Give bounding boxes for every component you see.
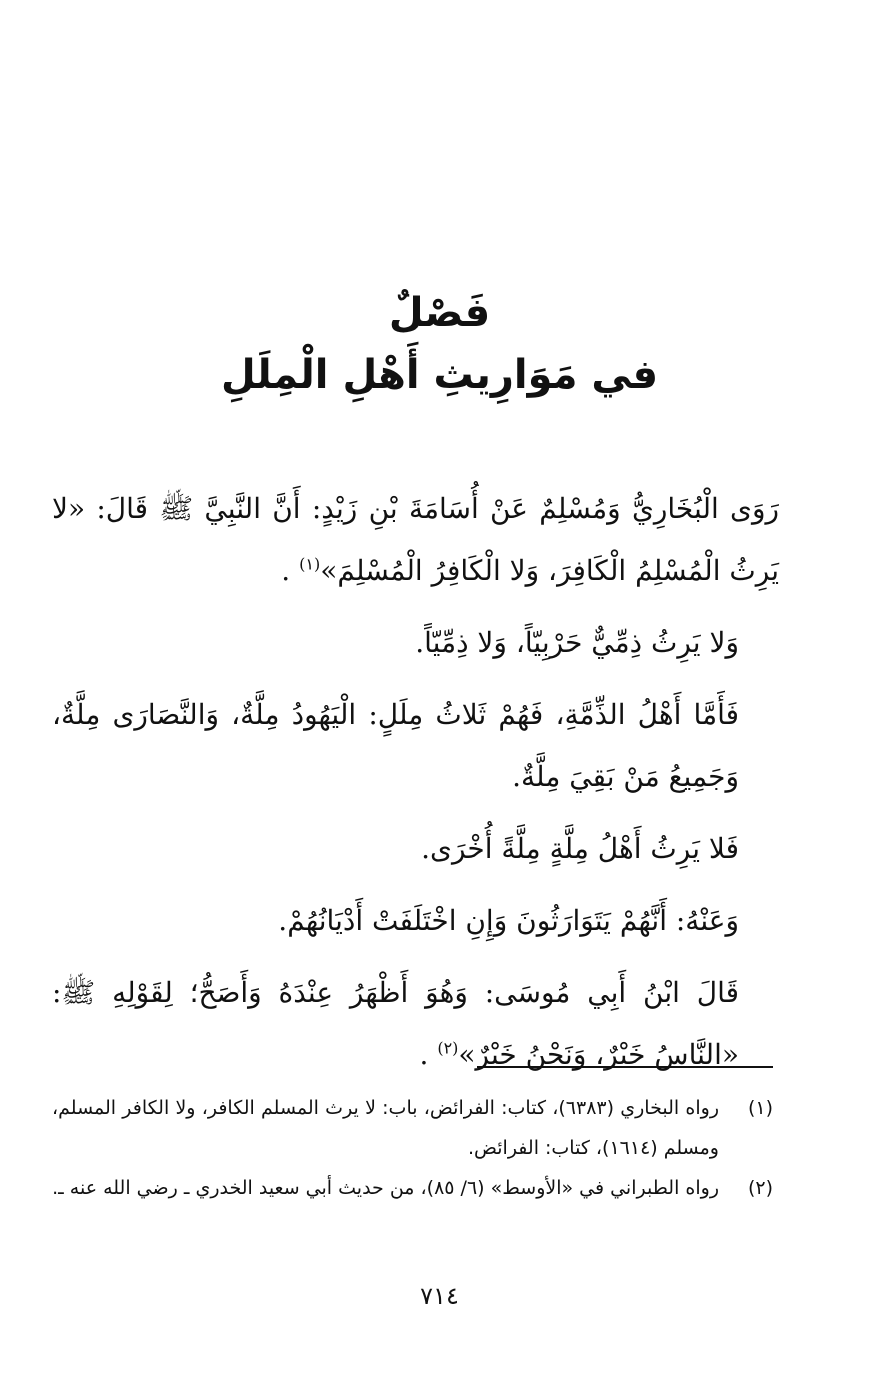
paragraph-text: رَوَى الْبُخَارِيُّ وَمُسْلِمٌ عَنْ أُسَامَةَ بْنِ زَيْدٍ: أَنَّ النَّبِيَّ ﷺ قَالَ: «لا يَرِثُ الْمُسْلِمُ الْكَافِرَ، وَلا الْكَافِرُ الْمُسْلِمَ» [52,492,779,587]
section-title: فَصْلٌ [388,290,491,336]
paragraph [52,612,779,674]
page-number: ٧١٤ [420,1282,459,1310]
footnote-text: رواه البخاري (٦٣٨٣)، كتاب: الفرائض، باب: لا يرث المسلم الكافر، ولا الكافر المسلم، ومسلم (١٦١٤)، كتاب: الفرائض. [52,1097,719,1159]
footnote-item [52,1168,773,1208]
footnote-number: (٢) [747,1177,773,1199]
paragraph-tail: . [419,1038,438,1071]
paragraph-text: فَلا يَرِثُ أَهْلُ مِلَّةٍ مِلَّةً أُخْرَى. [421,832,739,865]
paragraph-text: وَلا يَرِثُ ذِمِّيٌّ حَرْبِيّاً، وَلا ذِمِّيّاً. [415,626,739,659]
paragraph-text: وَعَنْهُ: أَنَّهُمْ يَتَوَارَثُونَ وَإِنِ اخْتَلَفَتْ أَدْيَانُهُمْ. [278,904,739,937]
paragraph [52,478,779,602]
footnote-text: رواه الطبراني في «الأوسط» (٦/ ٨٥)، من حديث أبي سعيد الخدري ـ رضي الله عنه ـ. [52,1177,719,1199]
paragraph-text: قَالَ ابْنُ أَبِي مُوسَى: وَهُوَ أَظْهَرُ عِنْدَهُ وَأَصَحُّ؛ لِقَوْلِهِ ﷺ: «النَّاسُ خَيْرٌ، وَنَحْنُ خَيْرٌ» [52,976,739,1071]
footnote-mark: (٢) [437,1038,459,1058]
paragraph [52,684,779,808]
footnote-separator [477,1066,773,1068]
paragraph-tail: . [281,554,300,587]
footnote-number: (١) [747,1097,773,1119]
main-text [52,478,779,1096]
footnote-mark: (١) [299,554,321,574]
footnote-item [52,1088,773,1168]
footnotes [52,1088,773,1208]
paragraph [52,818,779,880]
paragraph [52,890,779,952]
section-subtitle: في مَوَارِيثِ أَهْلِ الْمِلَلِ [220,352,659,398]
paragraph-text: فَأَمَّا أَهْلُ الذِّمَّةِ، فَهُمْ ثَلاثُ مِلَلٍ: الْيَهُودُ مِلَّةٌ، وَالنَّصَارَى مِلَّةٌ، وَجَمِيعُ مَنْ بَقِيَ مِلَّةٌ. [52,698,739,793]
